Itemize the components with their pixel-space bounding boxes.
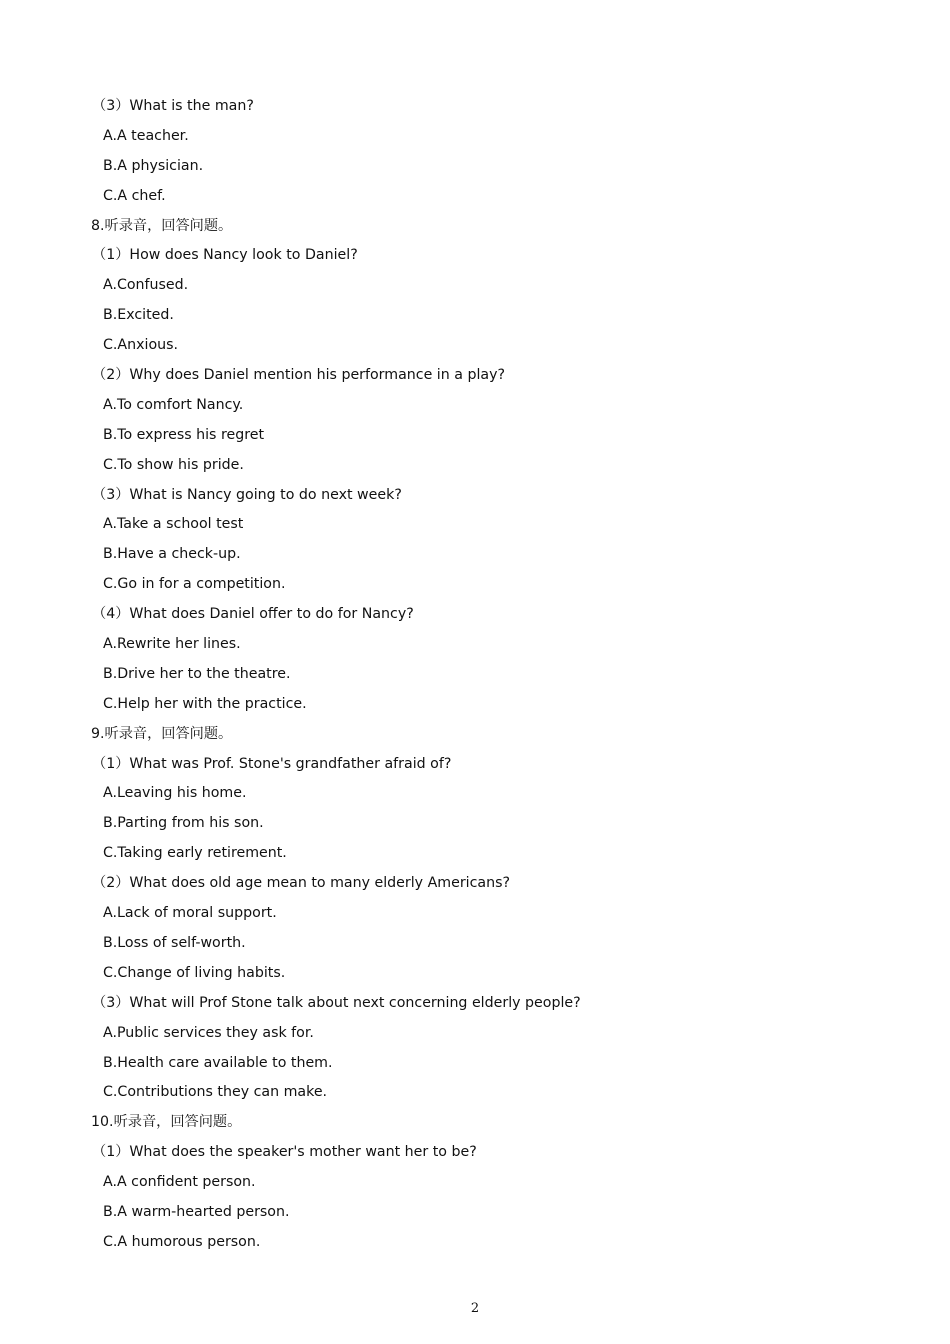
answer-option: A.To comfort Nancy. [103, 396, 244, 413]
answer-option: C.A humorous person. [103, 1233, 261, 1250]
question-text: （4）What does Daniel offer to do for Nancy? [92, 606, 414, 623]
answer-option: A.A teacher. [103, 127, 189, 144]
answer-option: C.Contributions they can make. [103, 1084, 328, 1101]
answer-option: B.Excited. [103, 307, 174, 324]
answer-option: A.Leaving his home. [103, 785, 247, 802]
question-text: （3）What will Prof Stone talk about next concerning elderly people? [92, 994, 581, 1011]
document-body [0, 92, 950, 1258]
answer-option: A.Lack of moral support. [103, 905, 277, 922]
answer-option: C.Go in for a competition. [103, 576, 286, 593]
page-number: 2 [470, 1301, 480, 1316]
answer-option: C.To show his pride. [103, 456, 244, 473]
question-text: （2）What does old age mean to many elderly Americans? [92, 875, 511, 892]
question-text: （1）What does the speaker's mother want her to be? [92, 1144, 477, 1161]
answer-option: B.Drive her to the theatre. [103, 665, 291, 682]
section-heading: 8.听录音，回答问题。 [91, 217, 233, 234]
question-text: （3）What is the man? [92, 98, 254, 114]
question-text: （1）How does Nancy look to Daniel? [92, 247, 358, 264]
answer-option: B.Health care available to them. [103, 1054, 333, 1071]
answer-option: B.Loss of self-worth. [103, 934, 246, 951]
answer-option: B.To express his regret [103, 426, 265, 443]
answer-option: A.A confident person. [103, 1174, 256, 1191]
answer-option: C.Taking early retirement. [103, 845, 287, 862]
answer-option: B.Parting from his son. [103, 815, 264, 832]
answer-option: C.Help her with the practice. [103, 695, 307, 712]
section-heading: 10.听录音，回答问题。 [91, 1114, 242, 1131]
section-heading: 9.听录音，回答问题。 [91, 725, 233, 742]
question-text: （2）Why does Daniel mention his performance in a play? [92, 367, 506, 384]
answer-option: A.Confused. [103, 277, 189, 294]
answer-option: B.Have a check-up. [103, 546, 241, 563]
answer-option: C.Anxious. [103, 337, 179, 354]
answer-option: B.A warm-hearted person. [103, 1203, 290, 1220]
answer-option: C.Change of living habits. [103, 964, 286, 981]
question-text: （3）What is Nancy going to do next week? [92, 486, 402, 503]
question-text: （1）What was Prof. Stone's grandfather afraid of? [92, 755, 452, 772]
answer-option: C.A chef. [103, 187, 166, 204]
answer-option: A.Take a school test [103, 516, 244, 533]
answer-option: A.Rewrite her lines. [103, 636, 241, 653]
answer-option: B.A physician. [103, 157, 204, 174]
answer-option: A.Public services they ask for. [103, 1024, 314, 1041]
